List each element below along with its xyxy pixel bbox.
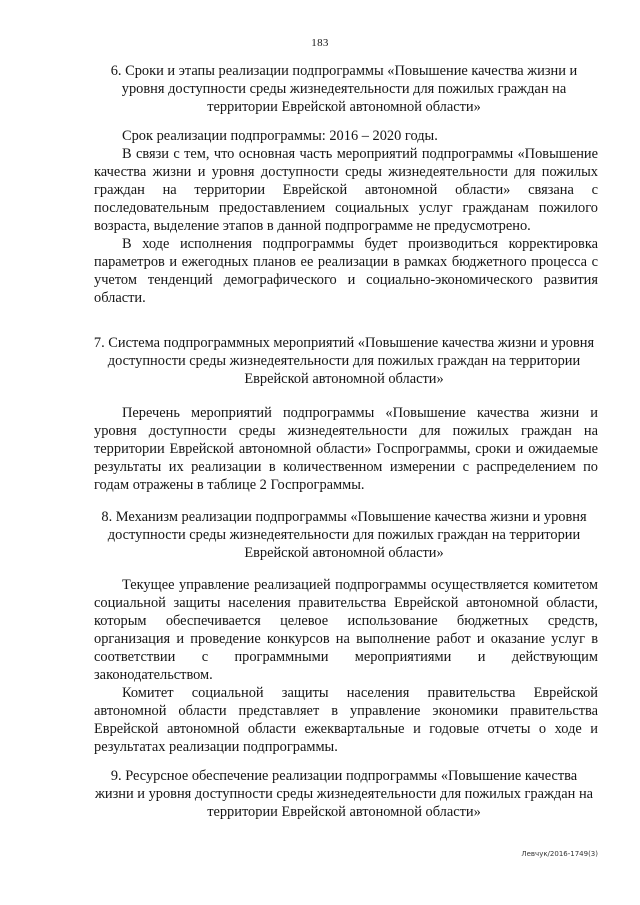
- section-6-heading: 6. Сроки и этапы реализации подпрограммы «Повышение качества жизни и уровня доступности среды жизнедеятельности для пожилых граждан на территории Еврейской автономной области»: [110, 63, 578, 115]
- section-6-paragraph-3: В ходе исполнения подпрограммы будет производиться корректировка параметров и ежегодных планов ее реализации в рамках бюджетного процесса с учетом тенденций демографического и социально-экономического развития области.: [94, 236, 598, 306]
- section-8-body: [94, 576, 598, 756]
- section-9-heading: 9. Ресурсное обеспечение реализации подпрограммы «Повышение качества жизни и уровня доступности среды жизнедеятельности для пожилых граждан на территории Еврейской автономной области»: [94, 768, 594, 820]
- page-number: 183: [311, 37, 329, 49]
- section-7-paragraph-1: Перечень мероприятий подпрограммы «Повышение качества жизни и уровня доступности среды жизнедеятельности для пожилых граждан на территории Еврейской автономной области» Госпрограммы, сроки и ожидаемые результаты их реализации в количественном измерении с распределением по годам отражены в таблице 2 Госпрограммы.: [94, 405, 598, 493]
- section-8-paragraph-2: Комитет социальной защиты населения правительства Еврейской автономной области представляет в управление экономики правительства Еврейской автономной области ежеквартальные и годовые отчеты о ходе и результатах реализации подпрограммы.: [94, 685, 598, 755]
- section-6-paragraph-1: Срок реализации подпрограммы: 2016 – 2020 годы.: [122, 128, 438, 144]
- section-8-heading: 8. Механизм реализации подпрограммы «Повышение качества жизни и уровня доступности среды жизнедеятельности для пожилых граждан на территории Еврейской автономной области»: [101, 509, 587, 561]
- document-footer-code: Левчук/2016-1749(3): [521, 850, 598, 858]
- section-6-paragraph-2: В связи с тем, что основная часть мероприятий подпрограммы «Повышение качества жизни и уровня доступности среды жизнедеятельности для пожилых граждан на территории Еврейской автономной области» связана с последовательным предоставлением социальных услуг гражданам пожилого возраста, выделение этапов в данной подпрограмме не предусмотрено.: [94, 146, 598, 234]
- section-7-body: [94, 404, 598, 494]
- section-6-body: [94, 127, 598, 307]
- section-7-heading: 7. Система подпрограммных мероприятий «Повышение качества жизни и уровня доступности среды жизнедеятельности для пожилых граждан на территории Еврейской автономной области»: [93, 335, 595, 387]
- section-8-paragraph-1: Текущее управление реализацией подпрограммы осуществляется комитетом социальной защиты населения правительства Еврейской автономной области, которым обеспечивается целевое использование бюджетных средств, организация и проведение конкурсов на выполнение работ и оказание услуг в соответствии с программными мероприятиями и действующим законодательством.: [94, 577, 598, 683]
